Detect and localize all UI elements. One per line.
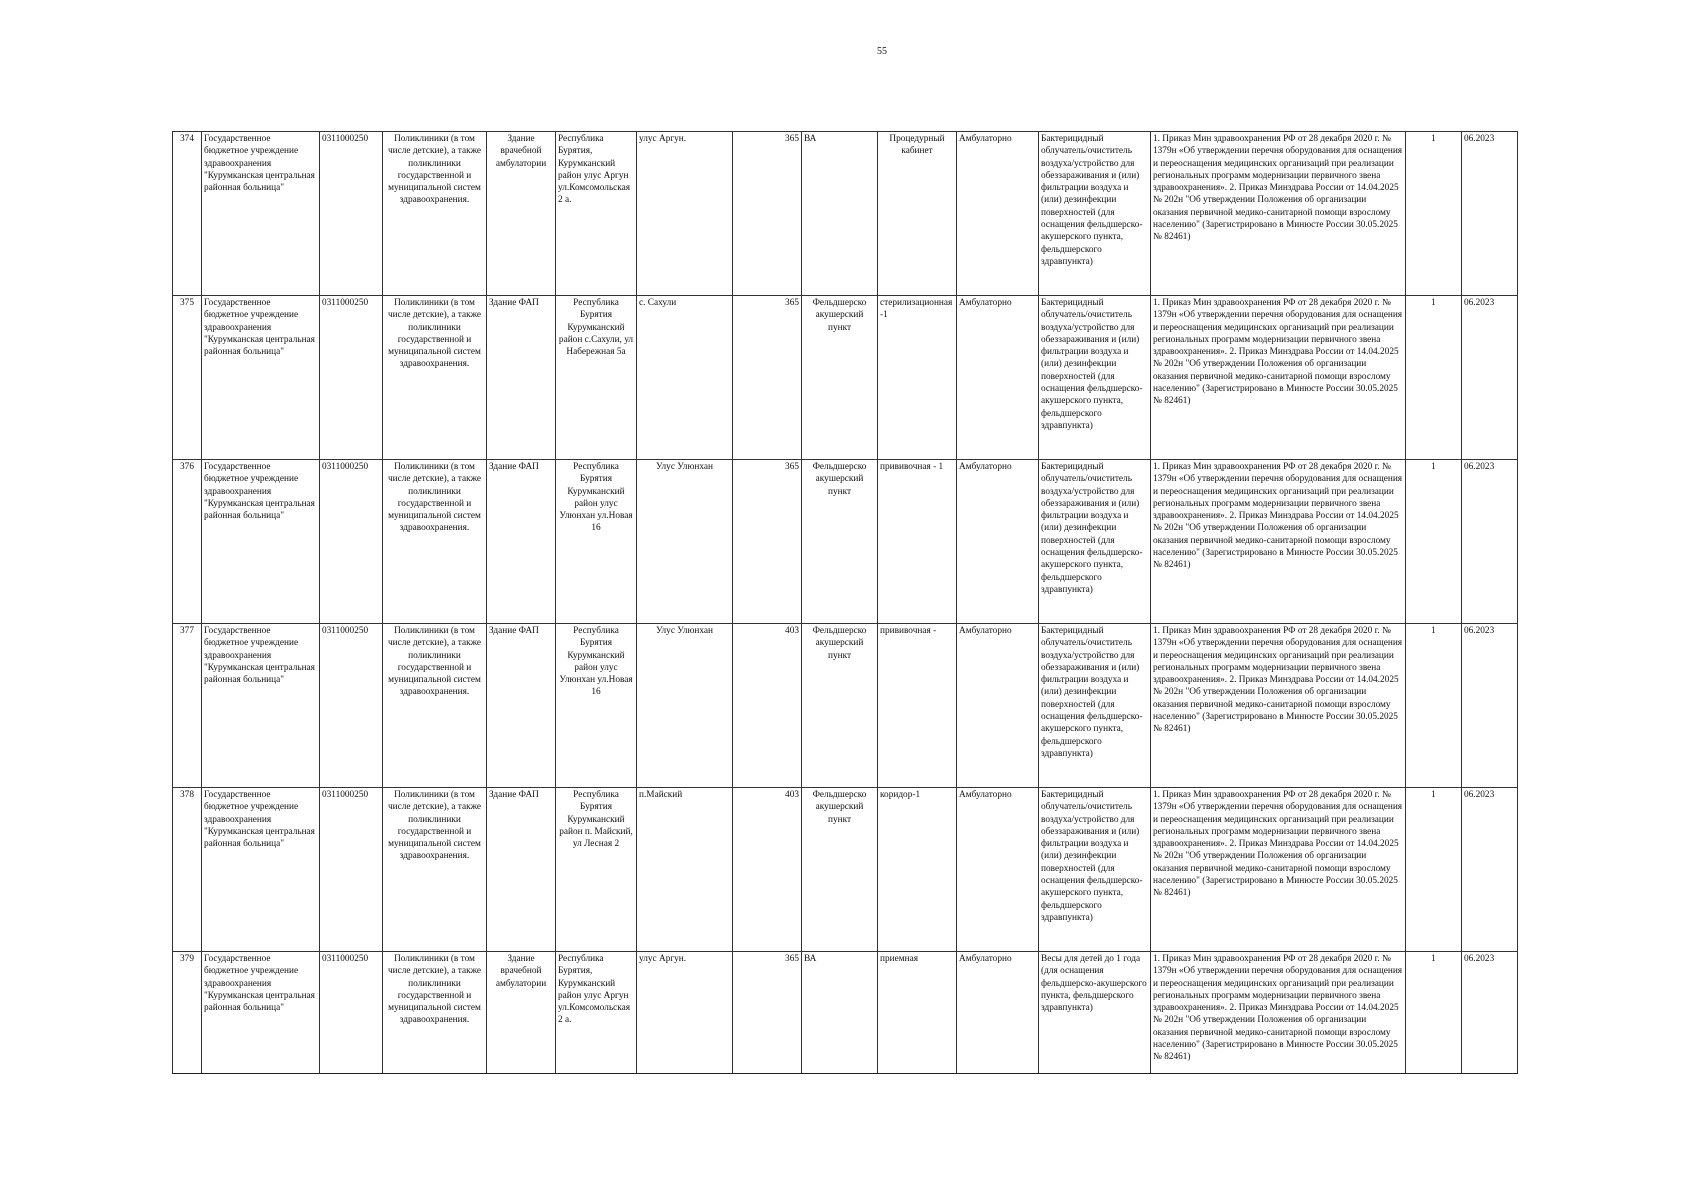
cell-days: 365 bbox=[733, 296, 802, 460]
cell-care-type: Амбулаторно bbox=[957, 296, 1039, 460]
cell-room: приемная bbox=[878, 952, 957, 1074]
cell-room: прививочная - bbox=[878, 624, 957, 788]
cell-building: Здание ФАП bbox=[487, 296, 556, 460]
table-row bbox=[173, 460, 1518, 624]
cell-days: 365 bbox=[733, 952, 802, 1074]
cell-date: 06.2023 bbox=[1462, 460, 1518, 624]
cell-room: стерилизационная -1 bbox=[878, 296, 957, 460]
cell-legal-basis: 1. Приказ Мин здравоохранения РФ от 28 декабря 2020 г. № 1379н «Об утверждении перечня оборудования для оснащения и переоснащения медицинских организаций при реализации региональных программ модернизации первичного звена здравоохранения». 2. Приказ Минздрава России от 14.04.2025 № 202н "Об утверждении Положения об организации оказания первичной медико-санитарной помощи взрослому населению" (Зарегистрировано в Минюсте России 30.05.2025 № 82461) bbox=[1151, 952, 1406, 1074]
cell-legal-basis: 1. Приказ Мин здравоохранения РФ от 28 декабря 2020 г. № 1379н «Об утверждении перечня оборудования для оснащения и переоснащения медицинских организаций при реализации региональных программ модернизации первичного звена здравоохранения». 2. Приказ Минздрава России от 14.04.2025 № 202н "Об утверждении Положения об организации оказания первичной медико-санитарной помощи взрослому населению" (Зарегистрировано в Минюсте России 30.05.2025 № 82461) bbox=[1151, 296, 1406, 460]
cell-legal-basis: 1. Приказ Мин здравоохранения РФ от 28 декабря 2020 г. № 1379н «Об утверждении перечня оборудования для оснащения и переоснащения медицинских организаций при реализации региональных программ модернизации первичного звена здравоохранения». 2. Приказ Минздрава России от 14.04.2025 № 202н "Об утверждении Положения об организации оказания первичной медико-санитарной помощи взрослому населению" (Зарегистрировано в Минюсте России 30.05.2025 № 82461) bbox=[1151, 624, 1406, 788]
table-row bbox=[173, 952, 1518, 1074]
cell-equipment: Весы для детей до 1 года (для оснащения фельдшерско-акушерского пункта, фельдшерского здравпункта) bbox=[1039, 952, 1151, 1074]
cell-equipment: Бактерицидный облучатель/очиститель воздуха/устройство для обеззараживания и (или) фильтрации воздуха и (или) дезинфекции поверхностей (для оснащения фельдшерско-акушерского пункта, фельдшерского здравпункта) bbox=[1039, 624, 1151, 788]
cell-care-type: Амбулаторно bbox=[957, 624, 1039, 788]
cell-organization: Государственное бюджетное учреждение здравоохранения "Курумканская центральная районная больница" bbox=[202, 624, 320, 788]
cell-room: прививочная - 1 bbox=[878, 460, 957, 624]
cell-care-type: Амбулаторно bbox=[957, 460, 1039, 624]
cell-address: Республика Бурятия Курумканский район п. Майский, ул Лесная 2 bbox=[556, 788, 637, 952]
cell-org-code: 0311000250 bbox=[320, 624, 383, 788]
cell-quantity: 1 bbox=[1406, 624, 1462, 788]
cell-org-code: 0311000250 bbox=[320, 296, 383, 460]
cell-address: Республика Бурятия Курумканский район улус Улюнхан ул.Новая 16 bbox=[556, 624, 637, 788]
cell-legal-basis: 1. Приказ Мин здравоохранения РФ от 28 декабря 2020 г. № 1379н «Об утверждении перечня оборудования для оснащения и переоснащения медицинских организаций при реализации региональных программ модернизации первичного звена здравоохранения». 2. Приказ Минздрава России от 14.04.2025 № 202н "Об утверждении Положения об организации оказания первичной медико-санитарной помощи взрослому населению" (Зарегистрировано в Минюсте России 30.05.2025 № 82461) bbox=[1151, 460, 1406, 624]
cell-quantity: 1 bbox=[1406, 788, 1462, 952]
cell-facility-type: Поликлиники (в том числе детские), а также поликлиники государственной и муниципальной систем здравоохранения. bbox=[383, 460, 487, 624]
cell-row-number: 379 bbox=[173, 952, 202, 1074]
cell-building: Здание врачебной амбулатории bbox=[487, 132, 556, 296]
cell-locality: улус Аргун. bbox=[637, 132, 733, 296]
cell-equipment: Бактерицидный облучатель/очиститель воздуха/устройство для обеззараживания и (или) фильтрации воздуха и (или) дезинфекции поверхностей (для оснащения фельдшерско-акушерского пункта, фельдшерского здравпункта) bbox=[1039, 132, 1151, 296]
cell-days: 403 bbox=[733, 788, 802, 952]
cell-quantity: 1 bbox=[1406, 132, 1462, 296]
table-row bbox=[173, 624, 1518, 788]
cell-legal-basis: 1. Приказ Мин здравоохранения РФ от 28 декабря 2020 г. № 1379н «Об утверждении перечня оборудования для оснащения и переоснащения медицинских организаций при реализации региональных программ модернизации первичного звена здравоохранения». 2. Приказ Минздрава России от 14.04.2025 № 202н "Об утверждении Положения об организации оказания первичной медико-санитарной помощи взрослому населению" (Зарегистрировано в Минюсте России 30.05.2025 № 82461) bbox=[1151, 132, 1406, 296]
cell-quantity: 1 bbox=[1406, 952, 1462, 1074]
table-row bbox=[173, 296, 1518, 460]
cell-facility-type: Поликлиники (в том числе детские), а также поликлиники государственной и муниципальной систем здравоохранения. bbox=[383, 624, 487, 788]
cell-equipment: Бактерицидный облучатель/очиститель воздуха/устройство для обеззараживания и (или) фильтрации воздуха и (или) дезинфекции поверхностей (для оснащения фельдшерско-акушерского пункта, фельдшерского здравпункта) bbox=[1039, 460, 1151, 624]
cell-facility-type: Поликлиники (в том числе детские), а также поликлиники государственной и муниципальной систем здравоохранения. bbox=[383, 788, 487, 952]
cell-building: Здание ФАП bbox=[487, 788, 556, 952]
cell-org-code: 0311000250 bbox=[320, 952, 383, 1074]
cell-row-number: 377 bbox=[173, 624, 202, 788]
cell-equipment: Бактерицидный облучатель/очиститель воздуха/устройство для обеззараживания и (или) фильтрации воздуха и (или) дезинфекции поверхностей (для оснащения фельдшерско-акушерского пункта, фельдшерского здравпункта) bbox=[1039, 296, 1151, 460]
cell-days: 365 bbox=[733, 460, 802, 624]
cell-care-type: Амбулаторно bbox=[957, 952, 1039, 1074]
cell-days: 403 bbox=[733, 624, 802, 788]
cell-organization: Государственное бюджетное учреждение здравоохранения "Курумканская центральная районная больница" bbox=[202, 460, 320, 624]
cell-address: Республика Бурятия, Курумканский район улус Аргун ул.Комсомольская 2 а. bbox=[556, 952, 637, 1074]
cell-building: Здание ФАП bbox=[487, 460, 556, 624]
cell-equipment: Бактерицидный облучатель/очиститель воздуха/устройство для обеззараживания и (или) фильтрации воздуха и (или) дезинфекции поверхностей (для оснащения фельдшерско-акушерского пункта, фельдшерского здравпункта) bbox=[1039, 788, 1151, 952]
cell-facility-type: Поликлиники (в том числе детские), а также поликлиники государственной и муниципальной систем здравоохранения. bbox=[383, 296, 487, 460]
cell-date: 06.2023 bbox=[1462, 788, 1518, 952]
cell-org-code: 0311000250 bbox=[320, 132, 383, 296]
cell-address: Республика Бурятия Курумканский район улус Улюнхан ул.Новая 16 bbox=[556, 460, 637, 624]
cell-org-code: 0311000250 bbox=[320, 460, 383, 624]
cell-room: Процедурный кабинет bbox=[878, 132, 957, 296]
cell-address: Республика Бурятия Курумканский район с.Сахули, ул Набережная 5а bbox=[556, 296, 637, 460]
table-row bbox=[173, 132, 1518, 296]
cell-organization: Государственное бюджетное учреждение здравоохранения "Курумканская центральная районная больница" bbox=[202, 296, 320, 460]
page-number: 55 bbox=[877, 46, 887, 57]
cell-date: 06.2023 bbox=[1462, 132, 1518, 296]
cell-organization: Государственное бюджетное учреждение здравоохранения "Курумканская центральная районная больница" bbox=[202, 132, 320, 296]
cell-facility-type: Поликлиники (в том числе детские), а также поликлиники государственной и муниципальной систем здравоохранения. bbox=[383, 952, 487, 1074]
cell-date: 06.2023 bbox=[1462, 296, 1518, 460]
cell-org-code: 0311000250 bbox=[320, 788, 383, 952]
cell-building: Здание ФАП bbox=[487, 624, 556, 788]
cell-quantity: 1 bbox=[1406, 296, 1462, 460]
cell-building: Здание врачебной амбулатории bbox=[487, 952, 556, 1074]
cell-unit: Фельдшерско акушерский пункт bbox=[802, 460, 878, 624]
cell-row-number: 375 bbox=[173, 296, 202, 460]
cell-unit: Фельдшерско акушерский пункт bbox=[802, 624, 878, 788]
equipment-table bbox=[172, 131, 1518, 1074]
cell-address: Республика Бурятия, Курумканский район улус Аргун ул.Комсомольская 2 а. bbox=[556, 132, 637, 296]
cell-locality: с. Сахули bbox=[637, 296, 733, 460]
cell-locality: улус Аргун. bbox=[637, 952, 733, 1074]
cell-room: коридор-1 bbox=[878, 788, 957, 952]
cell-date: 06.2023 bbox=[1462, 952, 1518, 1074]
cell-unit: Фельдшерско акушерский пункт bbox=[802, 788, 878, 952]
cell-care-type: Амбулаторно bbox=[957, 788, 1039, 952]
cell-locality: Улус Улюнхан bbox=[637, 624, 733, 788]
cell-quantity: 1 bbox=[1406, 460, 1462, 624]
cell-facility-type: Поликлиники (в том числе детские), а также поликлиники государственной и муниципальной систем здравоохранения. bbox=[383, 132, 487, 296]
cell-row-number: 374 bbox=[173, 132, 202, 296]
cell-row-number: 376 bbox=[173, 460, 202, 624]
cell-care-type: Амбулаторно bbox=[957, 132, 1039, 296]
cell-locality: п.Майский bbox=[637, 788, 733, 952]
cell-days: 365 bbox=[733, 132, 802, 296]
cell-date: 06.2023 bbox=[1462, 624, 1518, 788]
cell-row-number: 378 bbox=[173, 788, 202, 952]
cell-organization: Государственное бюджетное учреждение здравоохранения "Курумканская центральная районная больница" bbox=[202, 788, 320, 952]
cell-unit: Фельдшерско акушерский пункт bbox=[802, 296, 878, 460]
cell-unit: ВА bbox=[802, 952, 878, 1074]
cell-organization: Государственное бюджетное учреждение здравоохранения "Курумканская центральная районная больница" bbox=[202, 952, 320, 1074]
cell-locality: Улус Улюнхан bbox=[637, 460, 733, 624]
cell-unit: ВА bbox=[802, 132, 878, 296]
table-body bbox=[173, 132, 1518, 1074]
cell-legal-basis: 1. Приказ Мин здравоохранения РФ от 28 декабря 2020 г. № 1379н «Об утверждении перечня оборудования для оснащения и переоснащения медицинских организаций при реализации региональных программ модернизации первичного звена здравоохранения». 2. Приказ Минздрава России от 14.04.2025 № 202н "Об утверждении Положения об организации оказания первичной медико-санитарной помощи взрослому населению" (Зарегистрировано в Минюсте России 30.05.2025 № 82461) bbox=[1151, 788, 1406, 952]
table-row bbox=[173, 788, 1518, 952]
